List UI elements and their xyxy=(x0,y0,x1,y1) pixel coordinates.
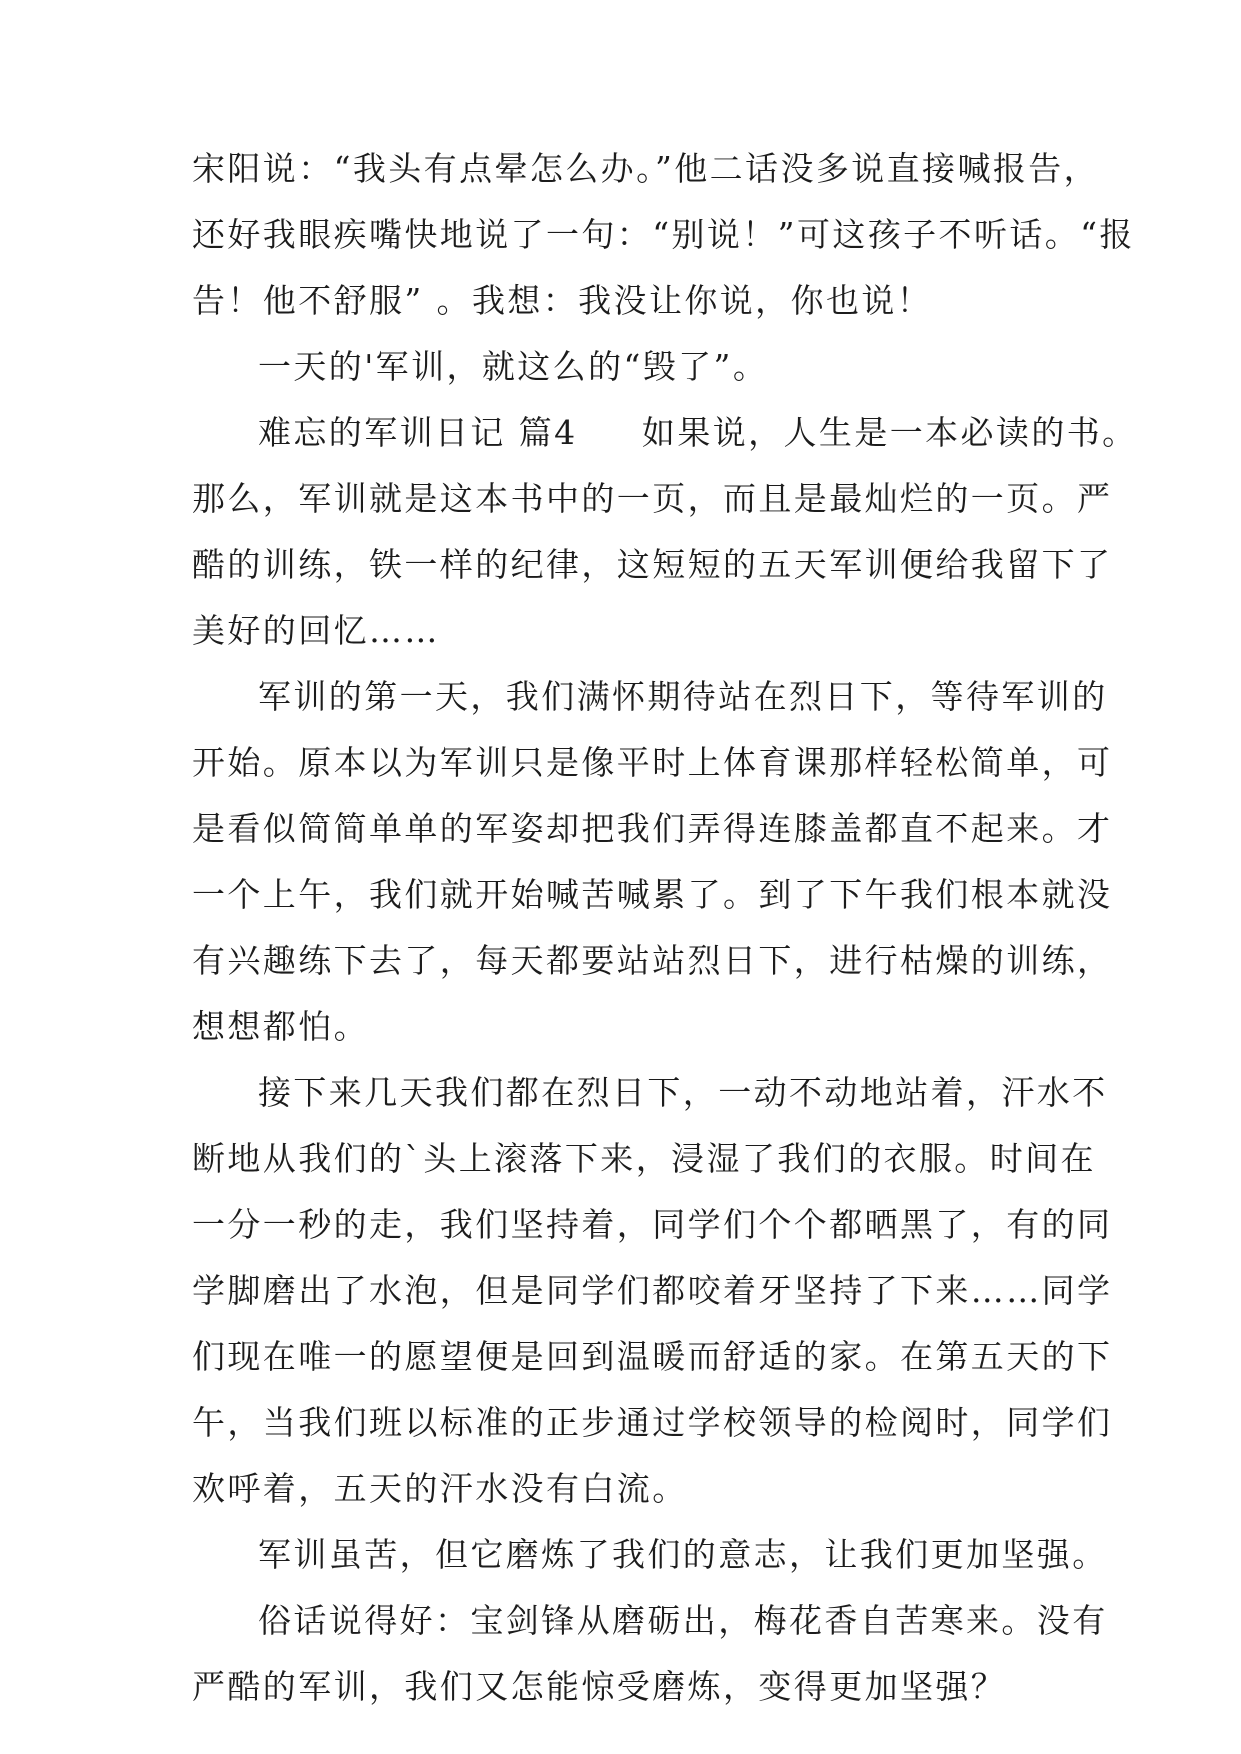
text-line: 一个上午，我们就开始喊苦喊累了。到了下午我们根本就没 xyxy=(192,875,1113,914)
text-line: 军训虽苦，但它磨炼了我们的意志，让我们更加坚强。 xyxy=(258,1535,1108,1574)
text-line: 严酷的军训，我们又怎能惊受磨炼，变得更加坚强？ xyxy=(192,1667,1007,1706)
text-line: 军训的第一天，我们满怀期待站在烈日下，等待军训的 xyxy=(258,677,1108,716)
text-line: 们现在唯一的愿望便是回到温暖而舒适的家。在第五天的下 xyxy=(192,1337,1113,1376)
text-line: 接下来几天我们都在烈日下，一动不动地站着，汗水不 xyxy=(258,1073,1108,1112)
text-line: 午，当我们班以标准的正步通过学校领导的检阅时，同学们 xyxy=(192,1403,1113,1442)
text-line: 酷的训练，铁一样的纪律，这短短的五天军训便给我留下了 xyxy=(192,545,1113,584)
text-line: 一分一秒的走，我们坚持着，同学们个个都晒黑了，有的同 xyxy=(192,1205,1113,1244)
text-line: 宋阳说：“我头有点晕怎么办。”他二话没多说直接喊报告， xyxy=(192,149,1100,188)
text-line: 想想都怕。 xyxy=(192,1007,369,1046)
text-line: 那么，军训就是这本书中的一页，而且是最灿烂的一页。严 xyxy=(192,479,1113,518)
text-line: 俗话说得好：宝剑锋从磨砺出，梅花香自苦寒来。没有 xyxy=(258,1601,1108,1640)
text-line: 欢呼着，五天的汗水没有白流。 xyxy=(192,1469,688,1508)
text-line: 是看似简简单单的军姿却把我们弄得连膝盖都直不起来。才 xyxy=(192,809,1113,848)
text-line: 一天的'军训，就这么的“毁了”。 xyxy=(258,347,769,386)
section-heading-line: 难忘的军训日记 篇4 如果说，人生是一本必读的书。 xyxy=(258,413,1138,452)
text-line: 断地从我们的`头上滚落下来，浸湿了我们的衣服。时间在 xyxy=(192,1139,1096,1178)
text-line: 还好我眼疾嘴快地说了一句：“别说！”可这孩子不听话。“报 xyxy=(192,215,1135,254)
text-line: 美好的回忆…… xyxy=(192,611,440,650)
text-line: 学脚磨出了水泡，但是同学们都咬着牙坚持了下来……同学 xyxy=(192,1271,1113,1310)
text-line: 告！他不舒服” 。我想：我没让你说，你也说！ xyxy=(192,281,933,320)
text-line: 有兴趣练下去了，每天都要站站烈日下，进行枯燥的训练， xyxy=(192,941,1113,980)
text-line: 开始。原本以为军训只是像平时上体育课那样轻松简单，可 xyxy=(192,743,1113,782)
